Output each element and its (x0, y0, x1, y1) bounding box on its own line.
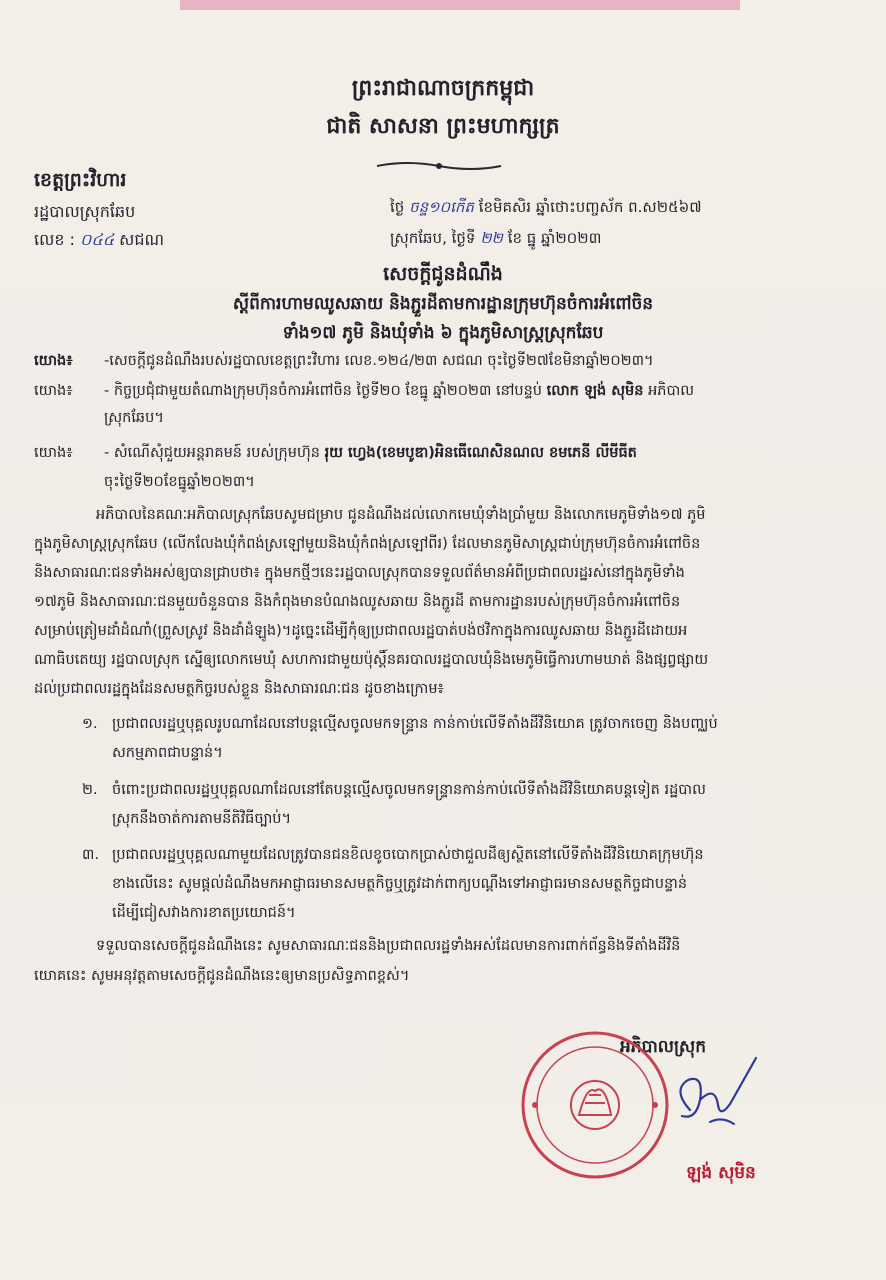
body-line: និងសាធារណៈជនទាំងអស់ឲ្យបានជ្រាបថា៖ ក្នុងមកថ្មីៗនេះរដ្ឋបាលស្រុកបានទទួលព័ត៌មានអំពីប្រជាពលរដ្ឋរស់នៅក្នុងភូមិទាំង (34, 565, 685, 581)
reference-2-continued: ស្រុកឆែប។ (104, 410, 164, 426)
item-line: ខាងលើនេះ សូមផ្តល់ដំណឹងមកអាជ្ញាធរមានសមត្ថកិច្ចឬត្រូវដាក់ពាក្យបណ្តឹងទៅអាជ្ញាធរមានសមត្ថកិច្ចជាបន្ទាន់ (112, 876, 688, 892)
body-line: អភិបាលនៃគណៈអភិបាលស្រុកឆែបសូមជម្រាប ជូនដំណឹងដល់លោកមេឃុំទាំងប្រាំមួយ និងលោកមេភូមិទាំង១៧ ភូមិ (96, 507, 706, 523)
reference-1 (34, 352, 654, 373)
reference-label: យោង៖ (34, 353, 73, 369)
item-line: សកម្មភាពជាបន្ទាន់។ (112, 745, 223, 761)
solar-date (390, 229, 601, 251)
subject-line-2: ទាំង១៧ ភូមិ និងឃុំទាំង ៦ ក្នុងភូមិសាស្ត្រស្រុកឆែប (282, 323, 604, 343)
top-color-strip (180, 0, 740, 10)
solar-date-handwritten: ២២ (480, 229, 503, 247)
number-suffix: សជណ (119, 230, 165, 249)
document-type: សេចក្តីជូនដំណឹង (383, 263, 503, 285)
number-handwritten: ០៤៤ (80, 230, 115, 249)
ornament-divider (375, 158, 503, 174)
solar-date-suffix: ខែ ធ្នូ ឆ្នាំ២០២៣ (507, 229, 602, 247)
body-line: ១៧ភូមិ និងសាធារណៈជនមួយចំនួនបាន និងកំពុងមានបំណងឈូសឆាយ និងភ្ជួរដី តាមការដ្ឋានរបស់ក្រុមហ៊ុនចំការអំពៅចិន (34, 594, 681, 610)
lunar-date-handwritten: ចន្ទ១០កើត (409, 198, 474, 216)
subject-line-1: ស្តីពីការហាមឈូសឆាយ និងភ្ជួរដីតាមការដ្ឋានក្រុមហ៊ុនចំការអំពៅចិន (232, 294, 654, 314)
body-line: ក្នុងភូមិសាស្ត្រស្រុកឆែប (លើកលែងឃុំកំពង់ស្រឡៅមួយនិងឃុំកំពង់ស្រឡៅពីរ) ដែលមានភូមិសាស្ត្រជាប់ក្រុមហ៊ុនចំការអំពៅចិន (34, 536, 701, 552)
solar-date-prefix: ស្រុកឆែប, ថ្ងៃទី (390, 229, 476, 247)
item-number: ១. (82, 716, 98, 732)
number-label: លេខ : (34, 230, 75, 249)
lunar-date (390, 198, 702, 220)
reference-tail: អភិបាល (648, 383, 695, 399)
reference-bold: លោក ឡង់ សុមិន (546, 383, 644, 399)
official-stamp (515, 1025, 675, 1185)
national-motto: ជាតិ សាសនា ព្រះមហាក្សត្រ (326, 114, 560, 139)
body-line: សម្រាប់ត្រៀមដាំដំណាំ(ព្រួសស្រូវ និងដាំដំឡូង)។ដូច្នេះដើម្បីកុំឲ្យប្រជាពលរដ្ឋបាត់បង់ថវិកាក្នុងការឈូសឆាយ និងភ្ជួរដីដោយអ (34, 623, 688, 639)
body-line: ដល់ប្រជាពលរដ្ឋក្នុងដែនសមត្ថកិច្ចរបស់ខ្លួន និងសាធារណៈជន ដូចខាងក្រោម៖ (34, 681, 444, 697)
body-line: ណាធិបតេយ្យ រដ្ឋបាលស្រុក ស្នើឲ្យលោកមេឃុំ សហការជាមួយប៉ុស្តិ៍នគរបាលរដ្ឋបាលឃុំនិងមេភូមិធ្វើការហាមឃាត់ និងផ្សព្វផ្សាយ (34, 652, 709, 668)
reference-text: - កិច្ចប្រជុំជាមួយតំណាងក្រុមហ៊ុនចំការអំពៅចិន ថ្ងៃទី២០ ខែធ្នូ ឆ្នាំ២០២៣ នៅបន្ទប់ (104, 383, 543, 399)
reference-3-continued: ចុះថ្ងៃទី២០ខែធ្នូឆ្នាំ២០២៣។ (104, 474, 255, 490)
lunar-date-prefix: ថ្ងៃ (390, 198, 405, 216)
reference-label: យោង៖ (34, 383, 73, 399)
item-line: ស្រុកនឹងចាត់ការតាមនីតិវិធីច្បាប់។ (112, 811, 292, 827)
reference-bold: រុយ ហ្វេង(ខេមបូឌា)អិនធើណេសិនណល ខមភេនី លីមីធីត (324, 445, 637, 461)
reference-text: -សេចក្តីជូនដំណឹងរបស់រដ្ឋបាលខេត្តព្រះវិហារ លេខ.១២៤/២៣ សជណ ចុះថ្ងៃទី២៧ខែមិនាឆ្នាំ២០២៣។ (104, 353, 654, 369)
kingdom-heading: ព្រះរាជាណាចក្រកម្ពុជា (351, 76, 535, 101)
reference-label: យោង៖ (34, 445, 73, 461)
item-line: ប្រជាពលរដ្ឋឬបុគ្គលរូបណាដែលនៅបន្តល្មើសចូលមកទន្ទ្រាន កាន់កាប់លើទីតាំងដីវិនិយោគ ត្រូវចាកចេញ និងបញ្ឈប់ (112, 716, 718, 732)
province-label: ខេត្តព្រះវិហារ (34, 169, 127, 191)
item-number: ៣. (82, 847, 99, 863)
reference-2 (34, 382, 694, 403)
reference-3 (34, 444, 637, 465)
handwritten-signature (660, 1050, 770, 1140)
document-number (34, 229, 164, 253)
signatory-title: អភិបាលស្រុក (620, 1037, 706, 1057)
signatory-name: ឡង់ សុមិន (686, 1163, 756, 1183)
closing-line: យោគនេះ សូមអនុវត្តតាមសេចក្តីជូនដំណឹងនេះឲ្យមានប្រសិទ្ធភាពខ្ពស់។ (34, 968, 410, 984)
closing-line: ទទួលបានសេចក្តីជូនដំណឹងនេះ សូមសាធារណៈជននិងប្រជាពលរដ្ឋទាំងអស់ដែលមានការពាក់ព័ន្ធនិងទីតាំងដីវិនិ (96, 938, 681, 954)
lunar-date-suffix: ខែមិគសិរ ឆ្នាំថោះបញ្ចស័ក ព.ស២៥៦៧ (478, 198, 702, 216)
reference-text: - សំណើសុំជួយអន្តរាគមន៍ របស់ក្រុមហ៊ុន (104, 445, 320, 461)
item-line: ប្រជាពលរដ្ឋឬបុគ្គលណាមួយដែលត្រូវបានជនខិលខូចបោកប្រាស់ថាជួលដីឲ្យស្ថិតនៅលើទីតាំងដីវិនិយោគក្រុមហ៊ុន (112, 847, 704, 863)
administration-label: រដ្ឋបាលស្រុកឆែប (34, 202, 136, 221)
item-number: ២. (82, 782, 98, 798)
item-line: ដើម្បីជៀសវាងការខាតប្រយោជន៍។ (112, 905, 296, 921)
item-line: ចំពោះប្រជាពលរដ្ឋឬបុគ្គលណាដែលនៅតែបន្តល្មើសចូលមកទន្ទ្រានកាន់កាប់លើទីតាំងដីវិនិយោគបន្តទៀត រដ្ឋបាល (112, 782, 706, 798)
